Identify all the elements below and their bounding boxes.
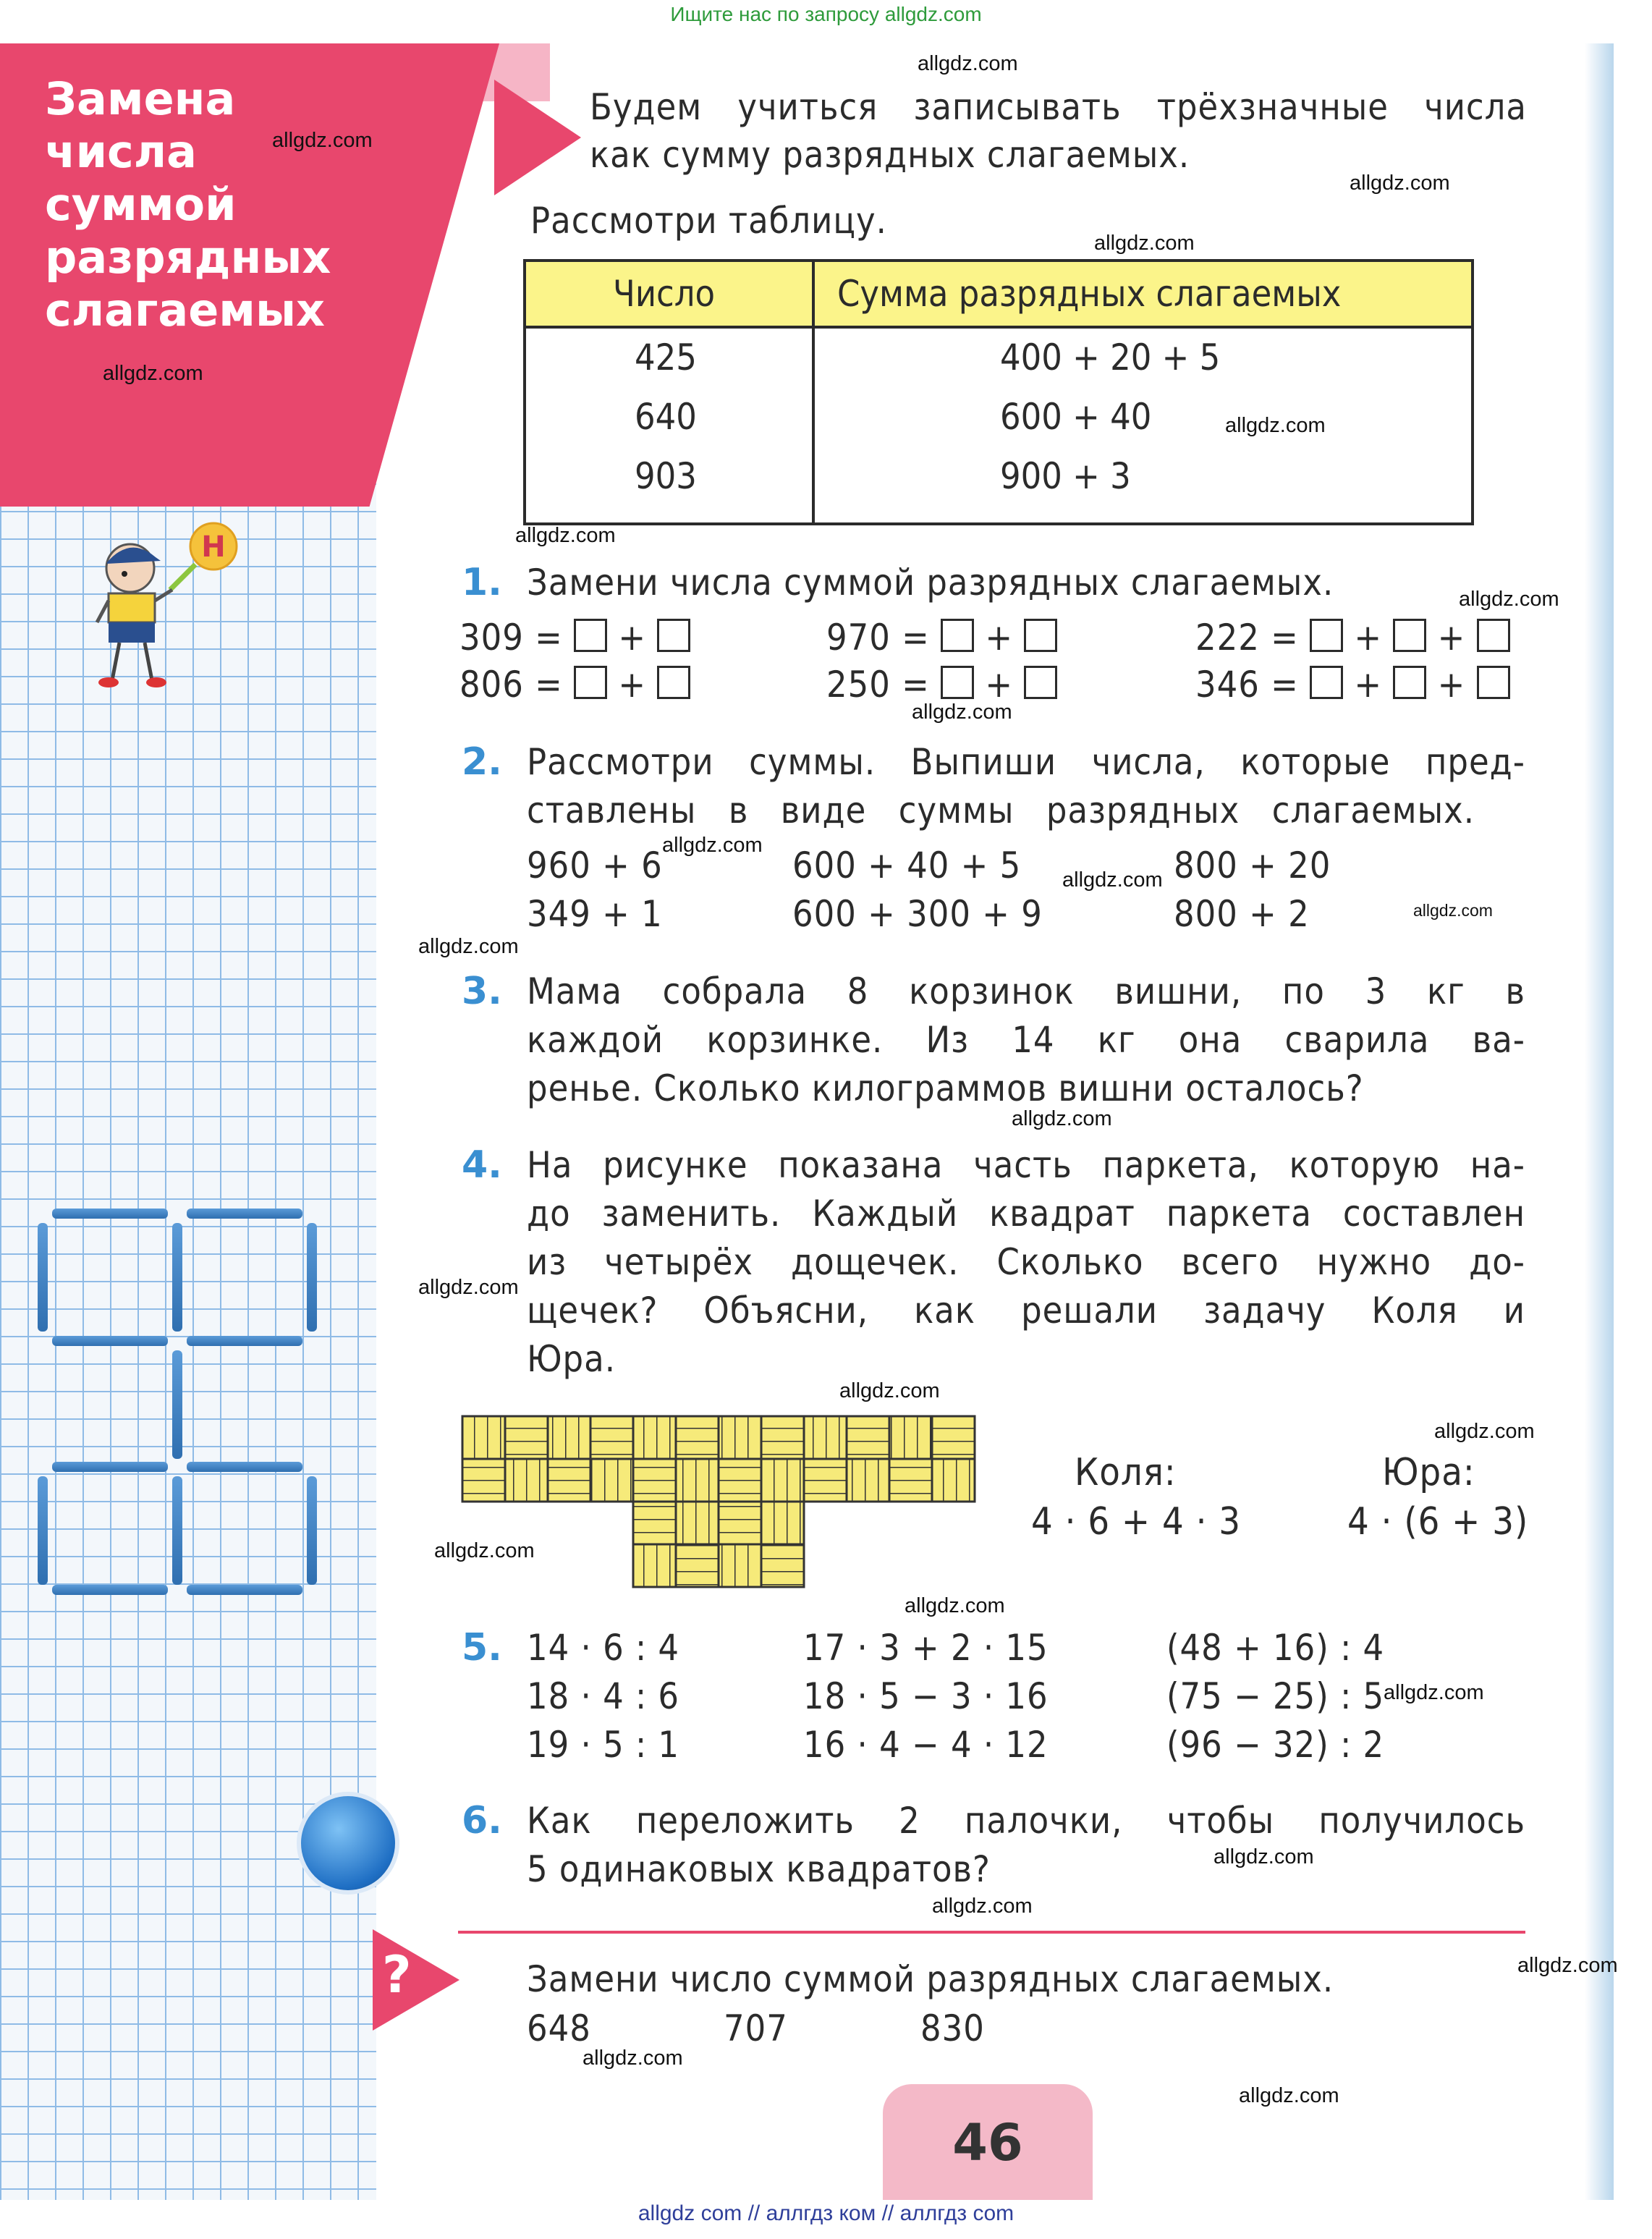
- watermark: allgdz.com: [272, 129, 373, 152]
- task-6-line-1: Как переложить 2 палочки, чтобы получилось: [527, 1800, 1525, 1842]
- task-1-text: Замени числа суммой разрядных слагаемых.: [527, 562, 1334, 604]
- watermark: allgdz.com: [932, 1895, 1033, 1918]
- task-1-item: 970 = +: [826, 614, 1057, 661]
- table-cell: 903: [635, 455, 697, 497]
- watermark: allgdz.com: [1239, 2084, 1339, 2107]
- watermark: allgdz.com: [912, 701, 1012, 724]
- table-cell: 425: [635, 337, 697, 378]
- globe-icon: [297, 1792, 399, 1895]
- table-cell: 640: [635, 396, 697, 438]
- task-number: 4.: [462, 1143, 502, 1187]
- watermark: allgdz.com: [103, 362, 203, 385]
- expression: (96 − 32) : 2: [1166, 1724, 1385, 1766]
- yura-label: Юра:: [1382, 1451, 1475, 1494]
- task-number: 1.: [462, 561, 502, 604]
- watermark: allgdz.com: [1459, 588, 1559, 611]
- watermark: allgdz.com: [662, 834, 763, 857]
- watermark: allgdz.com: [583, 2047, 683, 2070]
- divider-line: [458, 1931, 1525, 1934]
- kolya-expression: 4 · 6 + 4 · 3: [1031, 1500, 1242, 1544]
- yura-expression: 4 · (6 + 3): [1347, 1500, 1529, 1544]
- review-text: Замени число суммой разрядных слагаемых.: [527, 1958, 1334, 2000]
- task-6-line-2: 5 одинаковых квадратов?: [527, 1848, 991, 1890]
- review-number: 830: [920, 2007, 985, 2049]
- expression: 14 · 6 : 4: [527, 1627, 680, 1669]
- watermark: allgdz.com: [418, 935, 519, 958]
- watermark: allgdz.com: [1350, 172, 1450, 195]
- watermark: allgdz.com: [434, 1539, 535, 1562]
- place-value-table: [523, 259, 1474, 525]
- task-4-line-2: до заменить. Каждый квадрат паркета составлен: [527, 1193, 1525, 1235]
- watermark: allgdz.com: [1062, 868, 1163, 892]
- watermark: allgdz.com: [905, 1594, 1005, 1617]
- task-2-line-2: ставлены в виде суммы разрядных слагаемых.: [527, 790, 1475, 831]
- task-4-line-3: из четырёх дощечек. Сколько всего нужно до-: [527, 1241, 1525, 1283]
- sum-item: 349 + 1: [527, 893, 663, 935]
- watermark: allgdz.com: [918, 52, 1018, 75]
- expression: 18 · 4 : 6: [527, 1675, 680, 1717]
- task-number: 6.: [462, 1799, 502, 1842]
- sum-item: 600 + 300 + 9: [792, 893, 1043, 935]
- table-header-sum: Сумма разрядных слагаемых: [837, 273, 1342, 315]
- task-number: 2.: [462, 740, 502, 784]
- task-3-line-2: каждой корзинке. Из 14 кг она сварила ва-: [527, 1019, 1525, 1061]
- task-number: 5.: [462, 1626, 502, 1669]
- task-4-line-5: Юра.: [527, 1338, 616, 1380]
- task-1-item: 806 = +: [459, 661, 690, 708]
- expression: (75 − 25) : 5: [1166, 1675, 1385, 1717]
- table-header-number: Число: [613, 273, 716, 315]
- expression: 19 · 5 : 1: [527, 1724, 680, 1766]
- watermark: allgdz.com: [1384, 1681, 1484, 1704]
- question-mark: ?: [382, 1945, 412, 2005]
- task-4-line-1: На рисунке показана часть паркета, которую на-: [527, 1144, 1525, 1186]
- watermark: allgdz.com: [1413, 901, 1493, 920]
- watermark: allgdz.com: [1434, 1420, 1535, 1443]
- expression: (48 + 16) : 4: [1166, 1627, 1385, 1669]
- sum-item: 800 + 20: [1174, 845, 1331, 886]
- topic-title: Замена числа суммой разрядных слагаемых: [45, 72, 331, 337]
- watermark: allgdz.com: [1094, 232, 1195, 255]
- table-cell: 600 + 40: [1000, 396, 1152, 438]
- expression: 17 · 3 + 2 · 15: [803, 1627, 1049, 1669]
- expression: 18 · 5 − 3 · 16: [803, 1675, 1049, 1717]
- mascot-figure: [87, 517, 260, 691]
- task-3-line-1: Мама собрала 8 корзинок вишни, по 3 кг в: [527, 970, 1525, 1012]
- badge-letter: Н: [201, 530, 226, 564]
- table-cell: 900 + 3: [1000, 455, 1131, 497]
- page-number: 46: [952, 2113, 1023, 2172]
- watermark: allgdz.com: [1213, 1845, 1314, 1868]
- expression: 16 · 4 − 4 · 12: [803, 1724, 1049, 1766]
- task-4-line-4: щечек? Объясни, как решали задачу Коля и: [527, 1290, 1525, 1332]
- sum-item: 960 + 6: [527, 845, 663, 886]
- task-2-line-1: Рассмотри суммы. Выпиши числа, которые пред-: [527, 741, 1525, 783]
- watermark: allgdz.com: [515, 524, 616, 547]
- task-1-item: 250 = +: [826, 661, 1057, 708]
- parquet-figure: [461, 1415, 976, 1596]
- watermark: allgdz.com: [839, 1379, 940, 1402]
- bottom-note: allgdz com // аллгдз ком // аллгдз com: [637, 2201, 1015, 2225]
- matchstick-figure: [22, 1201, 326, 1592]
- sum-item: 600 + 40 + 5: [792, 845, 1022, 886]
- task-1-item: 222 = + +: [1195, 614, 1510, 661]
- page-gutter: [1585, 43, 1614, 2200]
- sum-item: 800 + 2: [1174, 893, 1310, 935]
- watermark: allgdz.com: [418, 1276, 519, 1299]
- top-note: Ищите нас по запросу allgdz.com: [670, 3, 982, 25]
- task-1-item: 309 = +: [459, 614, 690, 661]
- intro-line-1: Будем учиться записывать трёхзначные числа: [590, 86, 1527, 128]
- table-cell: 400 + 20 + 5: [1000, 337, 1221, 378]
- watermark: allgdz.com: [1225, 414, 1326, 437]
- watermark: allgdz.com: [1012, 1107, 1112, 1130]
- task-1-item: 346 = + +: [1195, 661, 1510, 708]
- task-3-line-3: ренье. Сколько килограммов вишни осталось?: [527, 1067, 1364, 1109]
- review-number: 707: [724, 2007, 788, 2049]
- kolya-label: Коля:: [1075, 1451, 1177, 1494]
- play-marker-icon: [494, 80, 581, 195]
- task-number: 3.: [462, 970, 502, 1013]
- intro-line-2: как сумму разрядных слагаемых.: [590, 134, 1190, 176]
- review-number: 648: [527, 2007, 591, 2049]
- watermark: allgdz.com: [1517, 1954, 1618, 1977]
- table-caption: Рассмотри таблицу.: [530, 200, 887, 242]
